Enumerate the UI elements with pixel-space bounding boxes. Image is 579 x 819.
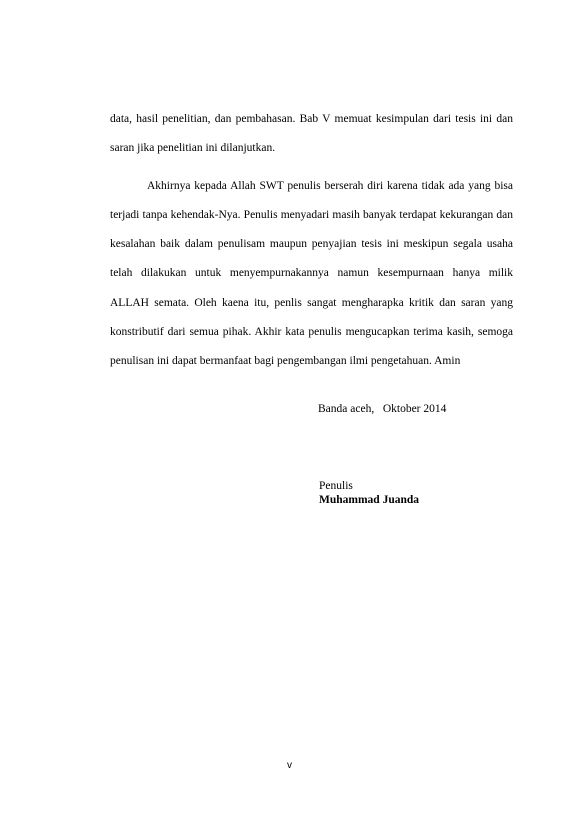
paragraph-closing-chapters: data, hasil penelitian, dan pembahasan. Bab V memuat kesimpulan dari tesis ini dan saran jika penelitian ini dilanjutkan. bbox=[110, 113, 513, 155]
paragraph-acknowledgement: Akhirnya kepada Allah SWT penulis berserah diri karena tidak ada yang bisa terjadi tanpa kehendak-Nya. Penulis menyadari masih banyak terdapat kekurangan dan kesalahan baik dalam penulisam maupun penyajian tesis ini meskipun segala usaha telah dilakukan untuk menyempurnakannya namun kesempurnaan hanya milik ALLAH semata. Oleh kaena itu, penlis sangat mengharapka kritik dan saran yang konstributif dari semua pihak. Akhir kata penulis mengucapkan terima kasih, semoga penulisan ini dapat bermanfaat bagi pengembangan ilmi pengetahuan. Amin bbox=[110, 179, 513, 368]
place-date: Banda aceh, Oktober 2014 bbox=[318, 403, 447, 415]
signature-name: Muhammad Juanda bbox=[319, 494, 420, 506]
page-number: v bbox=[287, 760, 292, 771]
body-text bbox=[110, 105, 513, 377]
signature-role: Penulis bbox=[319, 480, 353, 492]
